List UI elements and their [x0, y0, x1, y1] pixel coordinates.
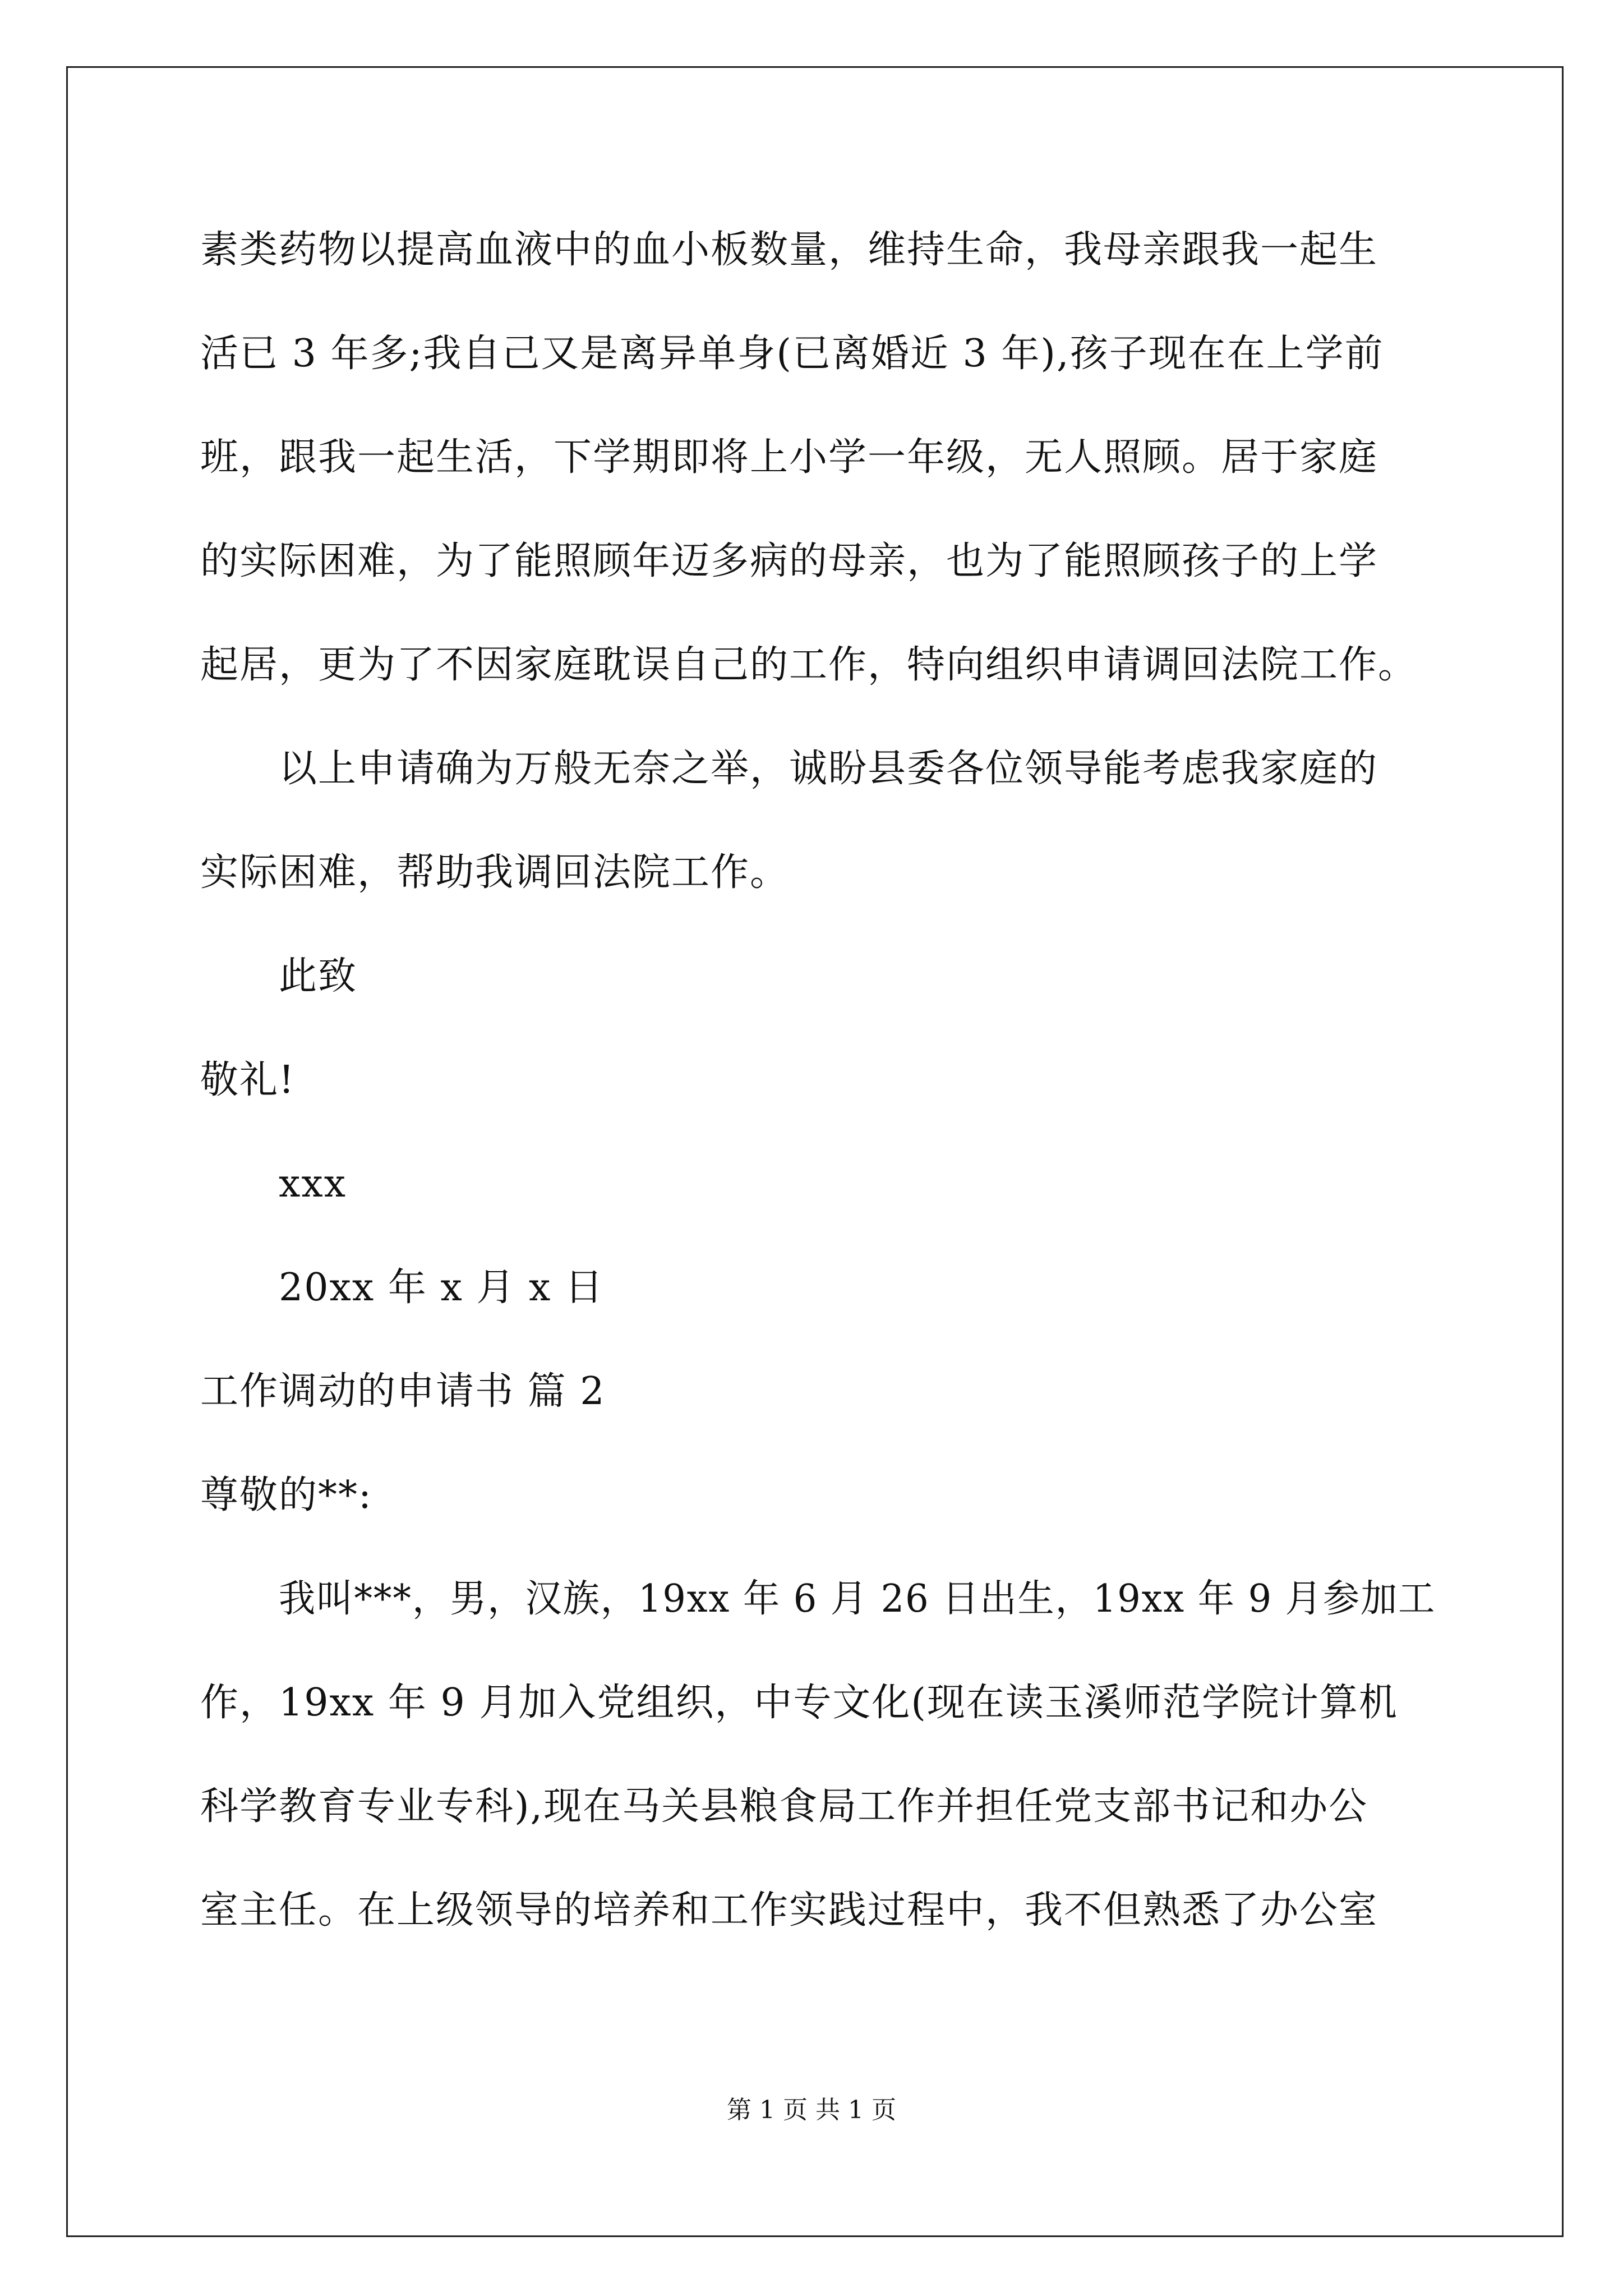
body-line: 以上申请确为万般无奈之举，诚盼县委各位领导能考虑我家庭的 [279, 747, 1378, 791]
body-line: 起居，更为了不因家庭耽误自己的工作，特向组织申请调回法院工作。 [200, 643, 1418, 687]
body-line: 班，跟我一起生活，下学期即将上小学一年级，无人照顾。居于家庭 [200, 435, 1378, 480]
letter-greeting: 尊敬的**: [200, 1473, 372, 1517]
body-line: 作，19xx 年 9 月加入党组织，中专文化(现在读玉溪师范学院计算机 [200, 1681, 1398, 1725]
closing-respect: 敬礼! [200, 1058, 296, 1102]
body-line: 素类药物以提高血液中的血小板数量，维持生命，我母亲跟我一起生 [200, 228, 1378, 272]
body-line: 的实际困难，为了能照顾年迈多病的母亲，也为了能照顾孩子的上学 [200, 539, 1378, 583]
page-number-footer: 第 1 页 共 1 页 [727, 2096, 896, 2124]
closing-salutation: 此致 [279, 954, 358, 999]
section-heading: 工作调动的申请书 篇 2 [200, 1369, 606, 1414]
body-line: 室主任。在上级领导的培养和工作实践过程中，我不但熟悉了办公室 [200, 1888, 1378, 1932]
body-line: 活已 3 年多;我自己又是离异单身(已离婚近 3 年),孩子现在在上学前 [200, 332, 1384, 376]
body-line: 科学教育专业专科),现在马关县粮食局工作并担任党支部书记和办公 [200, 1784, 1368, 1829]
body-line: 实际困难，帮助我调回法院工作。 [200, 850, 790, 895]
signature-name: xxx [279, 1162, 347, 1206]
signature-date: 20xx 年 x 月 x 日 [279, 1266, 605, 1310]
body-line: 我叫***，男，汉族，19xx 年 6 月 26 日出生，19xx 年 9 月参加工 [279, 1577, 1436, 1621]
